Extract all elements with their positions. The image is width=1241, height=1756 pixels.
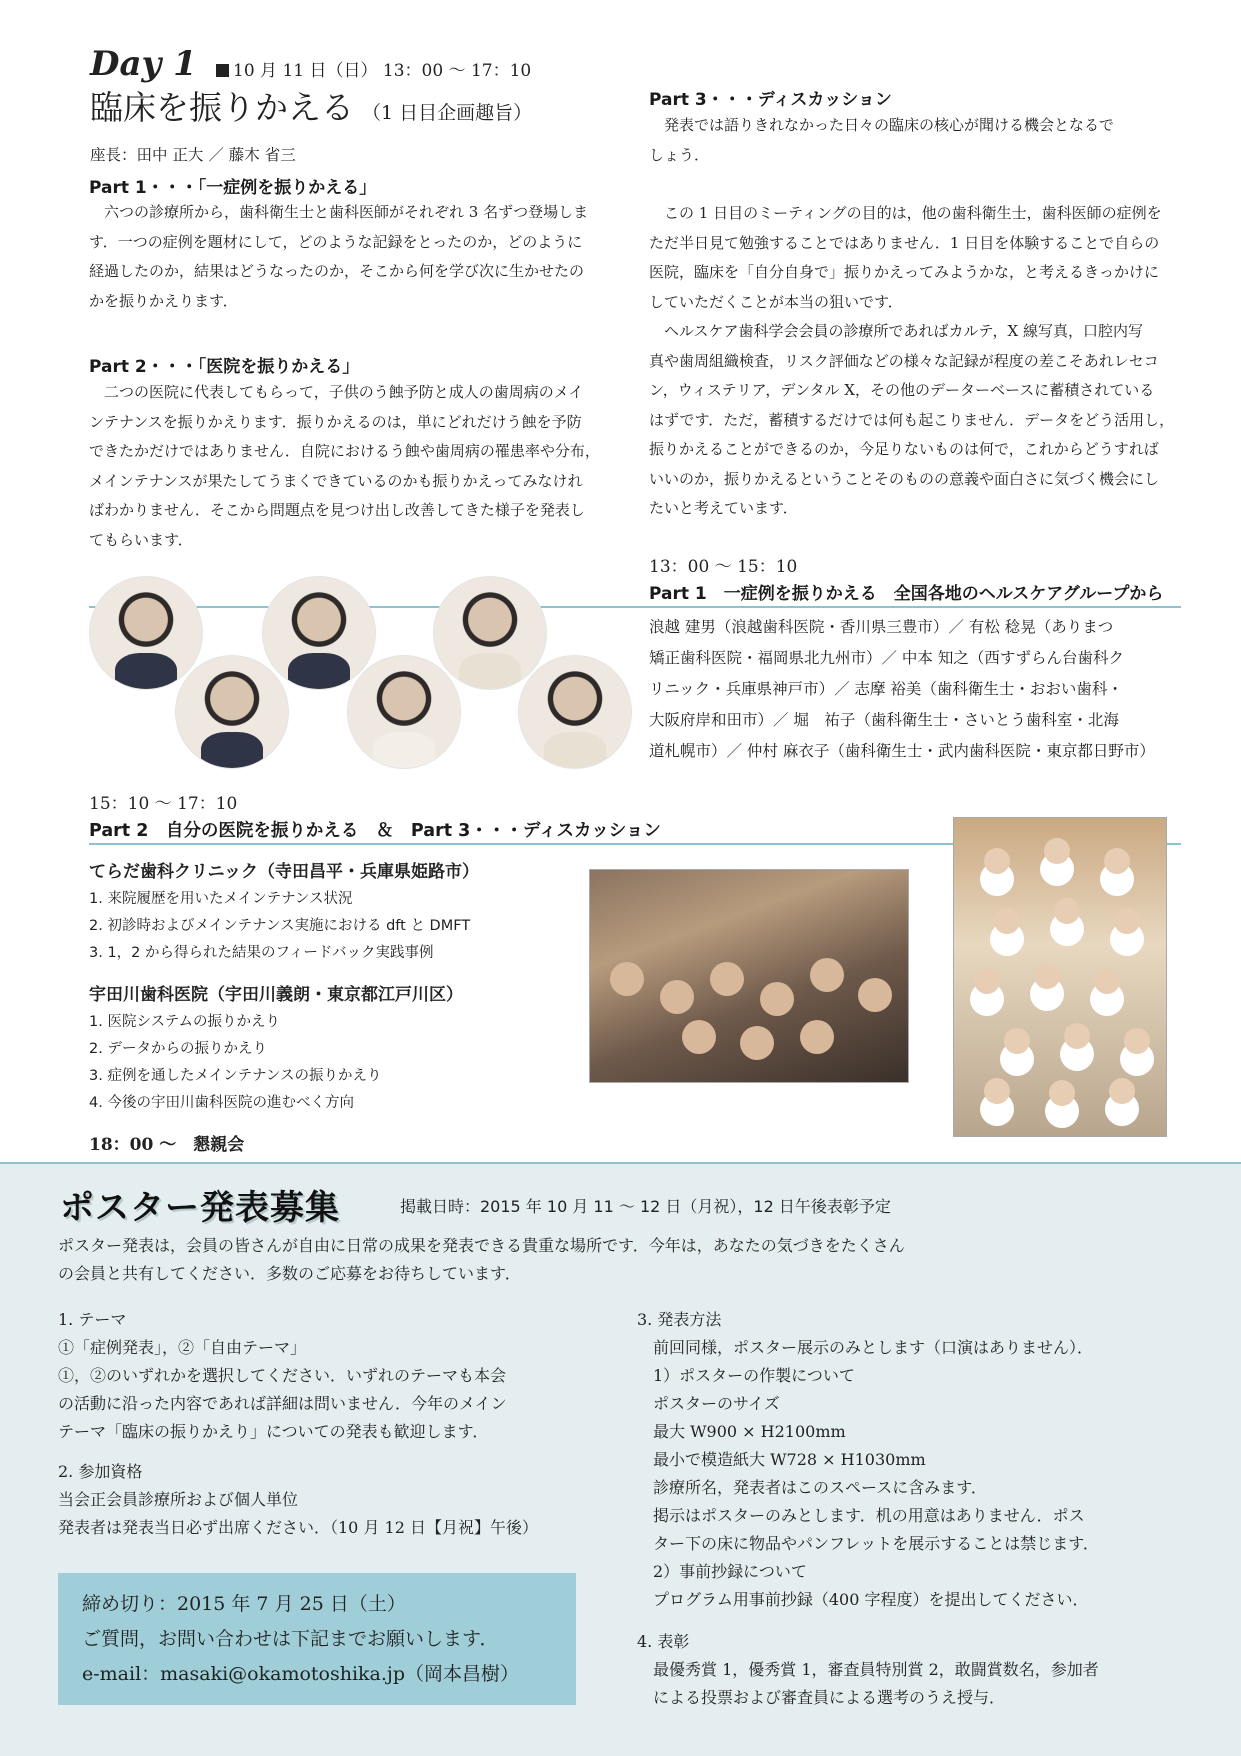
party-time: 18：00 〜 懇親会 <box>89 1135 245 1155</box>
speakers-text <box>649 612 1184 767</box>
poster-theme-line: テーマ「臨床の振りかえり」についての発表も歓迎します． <box>58 1422 489 1441</box>
list-item: 3. 1，2 から得られた結果のフィードバック実践事例 <box>89 945 434 961</box>
page-title <box>90 82 532 129</box>
part1-line: かを振りかえります． <box>89 291 238 310</box>
speaker-photo <box>518 655 632 769</box>
group-photo <box>589 869 909 1083</box>
part1-line: 経過したのか，結果はどうなったのか，そこから何を学び次に生かせたの <box>89 262 585 280</box>
session1-time: 13：00 〜 15：10 <box>649 557 798 577</box>
page-title-text: 臨床を振りかえる <box>90 88 354 127</box>
session2-time: 15：10 〜 17：10 <box>89 794 238 814</box>
poster-qual-line: 発表者は発表当日必ず出席ください．（10 月 12 日【月祝】午後） <box>58 1518 538 1537</box>
speakers-line: 浪越 建男（浪越歯科医院・香川県三豊市）／ 有松 稔晃（ありまつ <box>649 618 1114 636</box>
poster-method-line: ター下の床に物品やパンフレットを展示することは禁じます． <box>637 1534 1099 1553</box>
part2-heading: Part 2・・・「医院を振りかえる」 <box>89 357 360 377</box>
deadline-line: 締め切り：2015 年 7 月 25 日（土） <box>82 1593 406 1615</box>
purpose-line: はずです．ただ，蓄積するだけでは何も起こりません．データをどう活用し， <box>649 410 1175 429</box>
square-bullet-icon <box>216 64 229 77</box>
poster-method-line: ポスターのサイズ <box>637 1394 780 1413</box>
clinic2-list <box>89 1009 382 1117</box>
speakers-line: 道札幌市）／ 仲村 麻衣子（歯科衛生士・武内歯科医院・東京都日野市） <box>649 742 1155 760</box>
clinic2-name: 宇田川歯科医院（宇田川義朗・東京都江戸川区） <box>89 985 463 1005</box>
poster-method-line: 最小で模造紙大 W728 × H1030mm <box>637 1450 926 1469</box>
purpose-line: この 1 日目のミーティングの目的は，他の歯科衛生士，歯科医師の症例を <box>649 204 1162 222</box>
poster-award-line: 最優秀賞 1，優秀賞 1，審査員特別賞 2，敢闘賞数名，参加者 <box>637 1660 1099 1679</box>
part3-line: しょう． <box>649 145 710 164</box>
poster-method-line: 2）事前抄録について <box>637 1562 807 1581</box>
day-date-time <box>216 56 531 81</box>
speakers-line: 矯正歯科医院・福岡県北九州市）／ 中本 知之（西すずらん台歯科ク <box>649 649 1125 667</box>
poster-theme-line: ①，②のいずれかを選択してください．いずれのテーマも本会 <box>58 1366 507 1385</box>
clinic1-name: てらだ歯科クリニック（寺田昌平・兵庫県姫路市） <box>89 862 479 882</box>
purpose-line: 振りかえることができるのか，今足りないものは何で，これからどうすれば <box>649 440 1159 458</box>
poster-award <box>637 1628 1197 1712</box>
purpose-line: していただくことが本当の狙いです． <box>649 292 903 311</box>
purpose-line: 医院，臨床を「自分自身で」振りかえってみようかな，と考えるきっかけに <box>649 263 1160 281</box>
page-subtitle: （1 日目企画趣旨） <box>362 102 533 124</box>
poster-intro-line: ポスター発表は，会員の皆さんが自由に日常の成果を発表できる貴重な場所です．今年は，あなたの気づきをたくさん <box>58 1236 905 1255</box>
poster-intro <box>58 1232 1188 1288</box>
purpose-line: 真や歯周組織検査，リスク評価などの様々な記録が程度の差こそあれレセコ <box>649 351 1159 370</box>
list-item: 1. 医院システムの振りかえり <box>89 1014 280 1030</box>
session1-heading: Part 1 一症例を振りかえる 全国各地のヘルスケアグループから <box>649 584 1164 604</box>
part1-text <box>89 198 619 316</box>
part3-heading: Part 3・・・ディスカッション <box>649 90 892 110</box>
divider <box>89 606 1181 608</box>
deadline-box <box>58 1573 576 1705</box>
poster-method-line: 最大 W900 × H2100mm <box>637 1422 846 1441</box>
purpose-line: ただ半日見て勉強することではありません．1 日目を体験することで自らの <box>649 233 1160 252</box>
poster-qual-line: 当会正会員診療所および個人単位 <box>58 1490 299 1509</box>
group-photo <box>953 817 1167 1137</box>
poster-method-line: 掲示はポスターのみとします．机の用意はありません．ポス <box>637 1506 1085 1525</box>
poster-qualification <box>58 1458 638 1542</box>
poster-intro-line: の会員と共有してください．多数のご応募をお待ちしています． <box>58 1264 521 1283</box>
poster-qual-line: 2. 参加資格 <box>58 1462 143 1481</box>
part2-text <box>89 378 619 555</box>
list-item: 1. 来院履歴を用いたメインテナンス状況 <box>89 891 353 907</box>
poster-theme <box>58 1306 618 1446</box>
list-item: 2. データからの振りかえり <box>89 1041 267 1057</box>
part2-line: てもらいます． <box>89 530 193 549</box>
speakers-line: 大阪府岸和田市）／ 堀 祐子（歯科衛生士・さいとう歯科室・北海 <box>649 711 1119 729</box>
poster-method-line: 1）ポスターの作製について <box>637 1366 855 1385</box>
poster-method-line: 前回同様，ポスター展示のみとします（口演はありません）． <box>637 1338 1094 1357</box>
poster-theme-line: 1. テーマ <box>58 1310 127 1329</box>
part2-line: 二つの医院に代表してもらって，子供のう蝕予防と成人の歯周病のメイ <box>89 383 584 401</box>
purpose-line: たいと考えています． <box>649 499 798 517</box>
poster-theme-line: ①「症例発表」，②「自由テーマ」 <box>58 1338 307 1357</box>
list-item: 3. 症例を通したメインテナンスの振りかえり <box>89 1068 382 1084</box>
part1-line: す．一つの症例を題材にして，どのような記録をとったのか，どのように <box>89 232 583 251</box>
part3-line: 発表では語りきれなかった日々の臨床の核心が聞ける機会となるで <box>649 116 1114 134</box>
purpose-text <box>649 199 1179 524</box>
list-item: 4. 今後の宇田川歯科医院の進むべく方向 <box>89 1095 354 1111</box>
part3-text <box>649 111 1179 170</box>
list-item: 2. 初診時およびメインテナンス実施における dft と DMFT <box>89 918 471 934</box>
day-label: Day 1 <box>90 44 197 84</box>
deadline-line: ご質問，お問い合わせは下記までお願いします． <box>82 1628 499 1650</box>
poster-method-line: 診療所名，発表者はこのスペースに含みます． <box>637 1478 987 1497</box>
part2-line: ンテナンスを振りかえります．振りかえるのは，単にどれだけう蝕を予防 <box>89 412 582 431</box>
purpose-line: いいのか，振りかえるということそのものの意義や面白さに気づく機会にし <box>649 469 1160 488</box>
part2-line: できたかだけではありません．自院におけるう蝕や歯周病の罹患率や分布， <box>89 442 600 460</box>
purpose-line: ヘルスケア歯科学会会員の診療所であればカルテ，X 線写真，口腔内写 <box>649 322 1143 340</box>
poster-method-line: 3. 発表方法 <box>637 1310 722 1329</box>
speaker-photo <box>347 655 461 769</box>
poster-theme-line: の活動に沿った内容であれば詳細は問いません．今年のメイン <box>58 1394 507 1413</box>
day-date-time-text: 10 月 11 日（日） 13：00 〜 17：10 <box>233 61 532 81</box>
poster-award-line: による投票および審査員による選考のうえ授与． <box>637 1688 1006 1707</box>
part2-line: メインテナンスが果たしてうまくできているのかも振りかえってみなけれ <box>89 471 583 490</box>
speaker-photo <box>433 576 547 690</box>
poster-title: ポスター発表募集 <box>60 1188 340 1228</box>
poster-method-line: プログラム用事前抄録（400 字程度）を提出してください． <box>637 1590 1089 1609</box>
contact-email[interactable]: e-mail：masaki@okamotoshika.jp（岡本昌樹） <box>82 1663 519 1685</box>
poster-award-line: 4. 表彰 <box>637 1632 690 1651</box>
part1-line: 六つの診療所から，歯科衛生士と歯科医師がそれぞれ 3 名ずつ登場しま <box>89 203 589 221</box>
part2-line: ばわかりません．そこから問題点を見つけ出し改善してきた様子を発表し <box>89 501 585 519</box>
speakers-line: リニック・兵庫県神戸市）／ 志摩 裕美（歯科衛生士・おおい歯科・ <box>649 680 1123 698</box>
clinic1-list <box>89 886 470 967</box>
purpose-line: ン，ウィステリア，デンタル X，その他のデーターベースに蓄積されている <box>649 381 1155 399</box>
poster-date: 掲載日時：2015 年 10 月 11 〜 12 日（月祝），12 日午後表彰予定 <box>400 1197 891 1216</box>
poster-method <box>637 1306 1197 1614</box>
speaker-photo <box>175 655 289 769</box>
chairs: 座長：田中 正大 ／ 藤木 省三 <box>90 146 296 164</box>
session2-heading: Part 2 自分の医院を振りかえる ＆ Part 3・・・ディスカッション <box>89 821 661 841</box>
part1-heading: Part 1・・・「一症例を振りかえる」 <box>89 178 377 198</box>
speaker-photo <box>89 576 203 690</box>
speaker-photo <box>262 576 376 690</box>
